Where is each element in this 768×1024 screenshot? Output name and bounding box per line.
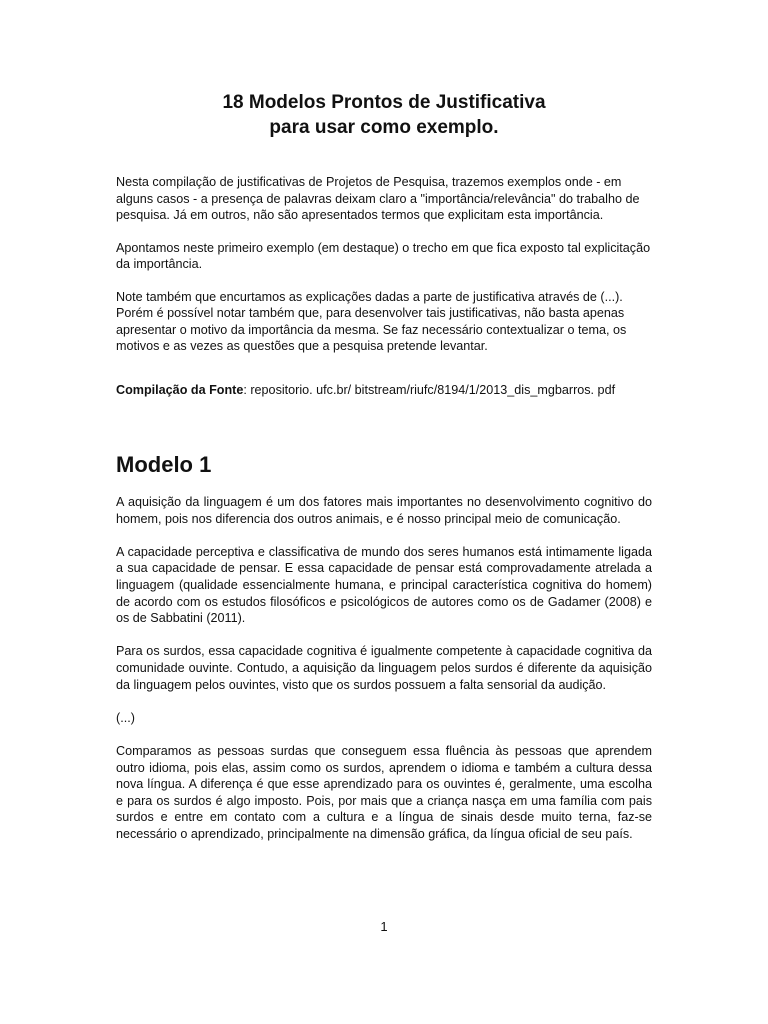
intro-paragraph-1: Nesta compilação de justificativas de Projetos de Pesquisa, trazemos exemplos onde - em alguns casos - a presença de palavras deixam claro a "importância/relevância" do trabalho de pesquisa. Já em outros, não são apresentados termos que explicitam esta importância. <box>116 175 640 222</box>
title-line-1: 18 Modelos Prontos de Justificativa <box>222 92 546 113</box>
document-page <box>116 0 652 1024</box>
source-line <box>116 382 652 399</box>
intro-section <box>116 174 652 371</box>
body-paragraph-ellipsis: (...) <box>116 710 135 725</box>
body-paragraph-3: Para os surdos, essa capacidade cognitiva é igualmente competente à capacidade cognitiva da comunidade ouvinte. Contudo, a aquisição da linguagem pelos surdos é diferente da aquisição da linguagem pelos ouvintes, visto que os surdos possuem a falta sensorial da audição. <box>116 644 652 692</box>
body-paragraph-5: Comparamos as pessoas surdas que conseguem essa fluência às pessoas que aprendem outro idioma, pois elas, assim como os surdos, aprendem o idioma e também a cultura dessa nova língua. A diferença é que esse aprendizado para os ouvintes é, geralmente, uma escolha e para os surdos é algo imposto. Pois, por mais que a criança nasça em uma família com pais surdos e entre em contato com a cultura e a língua de sinais desde muito terna, faz-se necessário o aprendizado, principalmente na dimensão gráfica, da língua oficial de seu país. <box>116 743 652 841</box>
title-line-2: para usar como exemplo. <box>269 117 499 138</box>
source-label: Compilação da Fonte <box>116 383 244 397</box>
body-paragraph-1: A aquisição da linguagem é um dos fatores mais importantes no desenvolvimento cognitivo do homem, pois nos diferencia dos outros animais, e é nosso principal meio de comunicação. <box>116 495 652 526</box>
page-number: 1 <box>380 919 388 934</box>
intro-paragraph-2: Apontamos neste primeiro exemplo (em destaque) o trecho em que fica exposto tal explicitação da importância. <box>116 240 651 271</box>
intro-paragraph-3: Note também que encurtamos as explicações dadas a parte de justificativa através de (...). Porém é possível notar também que, para desenvolver tais justificativas, não basta apenas apresentar o motivo da importância da mesma. Se faz necessário contextualizar o tema, os motivos e as vezes as questões que a pesquisa pretende levantar. <box>116 289 627 353</box>
document-title <box>116 90 652 140</box>
body-paragraph-2: A capacidade perceptiva e classificativa de mundo dos seres humanos está intimamente ligada a sua capacidade de pensar. E essa capacidade de pensar está comprovadamente atrelada a linguagem (qualidade essencialmente humana, e principal característica cognitiva do homem) de acordo com os estudos filosóficos e psicológicos de autores como os de Gadamer (2008) e os de Sabbatini (2011). <box>116 544 652 626</box>
section-body <box>116 494 652 859</box>
section-heading: Modelo 1 <box>116 452 212 477</box>
source-url-text: : repositorio. ufc.br/ bitstream/riufc/8194/1/2013_dis_mgbarros. pdf <box>243 383 616 397</box>
